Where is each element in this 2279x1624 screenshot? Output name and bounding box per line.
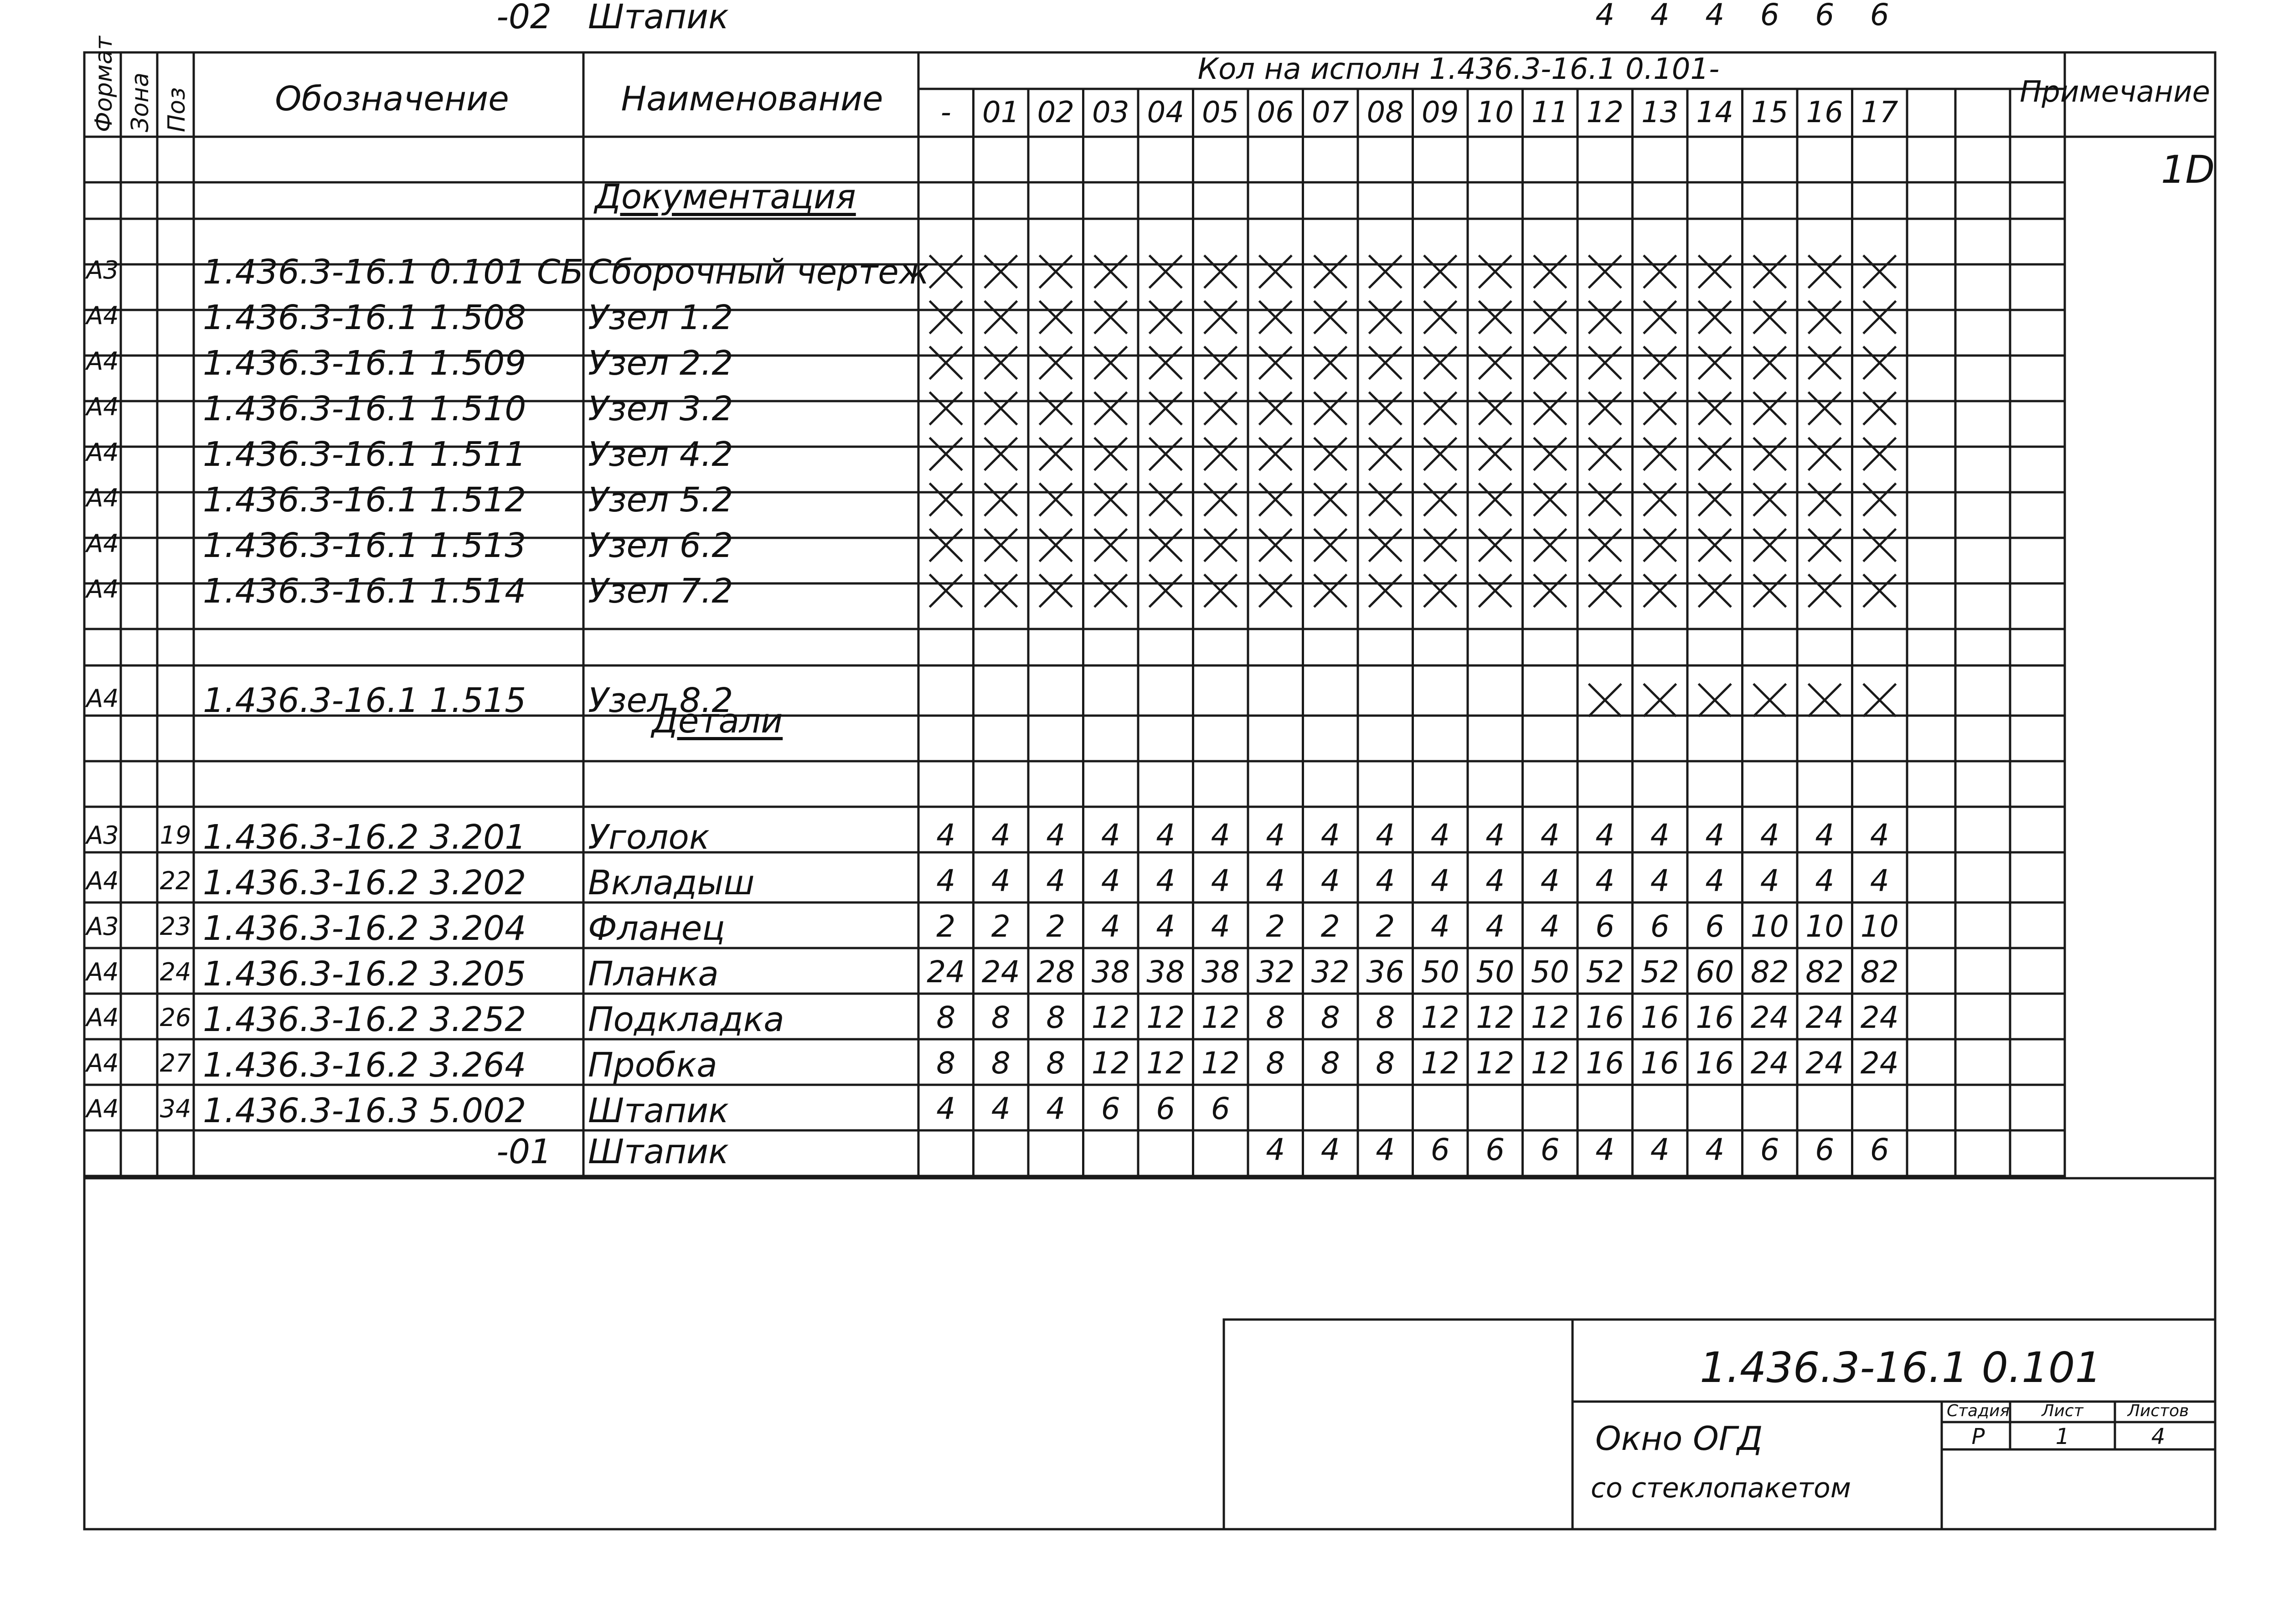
qty-cell: 4 (1101, 909, 1120, 944)
qty-cell: 12 (1531, 1000, 1569, 1035)
variant-col-16: 16 (1806, 96, 1843, 129)
qty-cell: 8 (936, 1000, 956, 1035)
qty-cell: 32 (1256, 954, 1295, 990)
qty-cell: 4 (1266, 863, 1285, 898)
name-cell: Штапик (588, 1091, 729, 1130)
qty-cell: 4 (1540, 818, 1560, 853)
sheet-label: Лист (2042, 1402, 2083, 1420)
format-cell: A4 (86, 684, 119, 713)
qty-cell: 12 (1146, 1000, 1185, 1035)
qty-cell: 24 (1750, 1000, 1789, 1035)
pos-cell: 27 (160, 1049, 191, 1078)
designation-cell: 1.436.3-16.2 3.205 (203, 954, 526, 994)
qty-cell: 82 (1750, 954, 1789, 990)
designation-cell: 1.436.3-16.2 3.201 (203, 818, 526, 857)
qty-cell: 24 (1860, 1046, 1899, 1081)
qty-cell: 8 (1320, 1000, 1340, 1035)
format-cell: A4 (86, 1003, 119, 1032)
title-line1: Окно ОГД (1595, 1419, 1763, 1458)
qty-cell: 24 (1860, 1000, 1899, 1035)
qty-cell: 6 (1815, 1132, 1835, 1167)
qty-cell: 4 (1485, 863, 1505, 898)
format-cell: A3 (86, 821, 119, 850)
qty-cell: 24 (1750, 1046, 1789, 1081)
designation-cell: 1.436.3-16.2 3.204 (203, 909, 526, 948)
section-heading: Документация (595, 177, 856, 217)
qty-cell: 4 (1101, 863, 1120, 898)
qty-cell: 4 (936, 818, 956, 853)
qty-cell: 4 (1430, 909, 1450, 944)
format-cell: A4 (86, 484, 119, 512)
qty-cell: 6 (1485, 1132, 1505, 1167)
name-cell: Узел 8.2 (588, 681, 733, 720)
qty-cell: 12 (1091, 1046, 1130, 1081)
name-cell: Штапик (588, 0, 729, 36)
qty-cell: 4 (1815, 863, 1835, 898)
qty-cell: 52 (1640, 954, 1679, 990)
name-cell: Планка (588, 954, 719, 994)
qty-cell: 24 (1805, 1046, 1844, 1081)
qty-cell: 10 (1805, 909, 1844, 944)
qty-cell: 36 (1366, 954, 1405, 990)
zone-header: Зона (127, 72, 154, 132)
name-cell: Пробка (588, 1046, 717, 1085)
qty-cell: 4 (1595, 818, 1615, 853)
format-cell: A4 (86, 575, 119, 603)
designation-cell: 1.436.3-16.1 1.508 (203, 298, 526, 337)
designation-cell: 1.436.3-16.1 0.101 СБ (203, 253, 584, 292)
qty-cell: 8 (1046, 1046, 1066, 1081)
qty-cell: 16 (1640, 1000, 1679, 1035)
qty-cell: 4 (1650, 0, 1670, 32)
name-cell: Узел 1.2 (588, 298, 733, 337)
qty-cell: 12 (1146, 1046, 1185, 1081)
qty-cell: 38 (1146, 954, 1185, 990)
qty-cell: 4 (1650, 1132, 1670, 1167)
qty-cell: 60 (1696, 954, 1734, 990)
qty-cell: 38 (1201, 954, 1240, 990)
qty-cell: 32 (1311, 954, 1350, 990)
sheets-label: Листов (2127, 1402, 2189, 1420)
qty-cell: 28 (1036, 954, 1075, 990)
qty-cell: 4 (1705, 818, 1725, 853)
format-cell: A4 (86, 958, 119, 986)
variant-col-07: 07 (1312, 96, 1349, 129)
qty-cell: 4 (1046, 818, 1066, 853)
qty-cell: 8 (991, 1000, 1011, 1035)
qty-cell: 8 (1376, 1046, 1395, 1081)
qty-cell: 6 (1870, 0, 1889, 32)
qty-cell: 4 (991, 818, 1011, 853)
qty-cell: 4 (1320, 818, 1340, 853)
qty-cell: 52 (1586, 954, 1624, 990)
qty-cell: 82 (1805, 954, 1844, 990)
qty-cell: 6 (1705, 909, 1725, 944)
qty-cell: 6 (1101, 1091, 1120, 1126)
qty-cell: 38 (1091, 954, 1130, 990)
qty-cell: 50 (1421, 954, 1459, 990)
qty-cell: 4 (1266, 1132, 1285, 1167)
sheets-value: 4 (2151, 1424, 2166, 1449)
title-line2: со стеклопакетом (1591, 1472, 1851, 1504)
qty-cell: 4 (1595, 1132, 1615, 1167)
qty-cell: 4 (936, 1091, 956, 1126)
format-cell: A4 (86, 529, 119, 558)
variant-col-10: 10 (1476, 96, 1514, 129)
qty-cell: 8 (1376, 1000, 1395, 1035)
qty-cell: 4 (1376, 863, 1395, 898)
qty-cell: 8 (1266, 1046, 1285, 1081)
qty-cell: 16 (1696, 1000, 1734, 1035)
qty-cell: 16 (1586, 1000, 1624, 1035)
qty-cell: 8 (936, 1046, 956, 1081)
qty-cell: 4 (1046, 863, 1066, 898)
qty-cell: 2 (1266, 909, 1285, 944)
qty-cell: 4 (1540, 863, 1560, 898)
variants-header: Кол на исполн 1.436.3-16.1 0.101- (1197, 52, 1720, 86)
qty-cell: 4 (1870, 818, 1889, 853)
name-header: Наименование (621, 79, 883, 119)
qty-cell: 6 (1815, 0, 1835, 32)
format-cell: A3 (86, 912, 119, 941)
qty-cell: 4 (1705, 863, 1725, 898)
designation-cell: 1.436.3-16.1 1.511 (203, 435, 526, 474)
format-cell: A4 (86, 1049, 119, 1078)
qty-cell: 8 (1320, 1046, 1340, 1081)
designation-cell: 1.436.3-16.2 3.202 (203, 863, 526, 902)
variant-col-05: 05 (1202, 96, 1239, 129)
qty-cell: 24 (981, 954, 1020, 990)
qty-cell: 8 (1266, 1000, 1285, 1035)
qty-cell: 8 (991, 1046, 1011, 1081)
format-cell: A4 (86, 301, 119, 330)
format-cell: A4 (86, 347, 119, 376)
qty-cell: 24 (1805, 1000, 1844, 1035)
variant-col-02: 02 (1037, 96, 1074, 129)
qty-cell: 12 (1201, 1000, 1240, 1035)
section-heading: Детали (652, 701, 783, 741)
qty-cell: 4 (1101, 818, 1120, 853)
name-cell: Вкладыш (588, 863, 755, 902)
designation-header: Обозначение (275, 79, 509, 119)
name-cell: Штапик (588, 1132, 729, 1171)
qty-cell: 4 (1211, 863, 1230, 898)
designation-cell: 1.436.3-16.3 5.002 (203, 1091, 526, 1130)
format-cell: A4 (86, 1094, 119, 1123)
designation-cell: -01 (496, 1132, 552, 1171)
format-cell: A4 (86, 392, 119, 421)
designation-cell: 1.436.3-16.2 3.264 (203, 1046, 526, 1085)
qty-cell: 6 (1211, 1091, 1230, 1126)
qty-cell: 12 (1091, 1000, 1130, 1035)
variant-col-base: - (940, 96, 951, 129)
qty-cell: 12 (1421, 1000, 1459, 1035)
name-cell: Сборочный чертеж (588, 253, 929, 292)
qty-cell: 4 (1320, 863, 1340, 898)
variant-col-04: 04 (1147, 96, 1184, 129)
variant-col-06: 06 (1257, 96, 1294, 129)
qty-cell: 4 (1705, 1132, 1725, 1167)
qty-cell: 4 (1650, 863, 1670, 898)
note-mark: 1D (2160, 147, 2215, 192)
name-cell: Узел 2.2 (588, 344, 733, 383)
name-cell: Узел 3.2 (588, 389, 733, 428)
variant-col-17: 17 (1861, 96, 1898, 129)
qty-cell: 2 (936, 909, 956, 944)
name-cell: Узел 5.2 (588, 480, 733, 520)
format-cell: A3 (86, 256, 119, 284)
qty-cell: 4 (1156, 863, 1176, 898)
qty-cell: 4 (1211, 909, 1230, 944)
designation-cell: 1.436.3-16.2 3.252 (203, 1000, 526, 1039)
qty-cell: 50 (1476, 954, 1515, 990)
qty-cell: 4 (1870, 863, 1889, 898)
pos-cell: 24 (160, 958, 191, 986)
pos-cell: 23 (160, 912, 191, 941)
qty-cell: 4 (1430, 818, 1450, 853)
pos-cell: 22 (160, 866, 191, 895)
qty-cell: 4 (1650, 818, 1670, 853)
qty-cell: 6 (1760, 0, 1779, 32)
variant-col-13: 13 (1641, 96, 1679, 129)
qty-cell: 4 (991, 1091, 1011, 1126)
qty-cell: 4 (1760, 863, 1779, 898)
designation-cell: 1.436.3-16.1 1.515 (203, 681, 526, 720)
qty-cell: 4 (1156, 818, 1176, 853)
qty-cell: 6 (1870, 1132, 1889, 1167)
variant-col-09: 09 (1422, 96, 1459, 129)
qty-cell: 10 (1860, 909, 1899, 944)
qty-cell: 12 (1476, 1000, 1515, 1035)
qty-cell: 50 (1531, 954, 1569, 990)
designation-cell: 1.436.3-16.1 1.513 (203, 526, 526, 565)
qty-cell: 16 (1640, 1046, 1679, 1081)
qty-cell: 4 (1211, 818, 1230, 853)
qty-cell: 6 (1650, 909, 1670, 944)
qty-cell: 4 (1815, 818, 1835, 853)
qty-cell: 2 (1376, 909, 1395, 944)
pos-cell: 26 (160, 1003, 191, 1032)
name-cell: Уголок (588, 818, 710, 857)
qty-cell: 12 (1476, 1046, 1515, 1081)
qty-cell: 4 (1595, 863, 1615, 898)
qty-cell: 6 (1430, 1132, 1450, 1167)
qty-cell: 16 (1696, 1046, 1734, 1081)
qty-cell: 6 (1760, 1132, 1779, 1167)
qty-cell: 6 (1156, 1091, 1176, 1126)
format-header: Формат (90, 36, 118, 132)
qty-cell: 6 (1540, 1132, 1560, 1167)
qty-cell: 12 (1531, 1046, 1569, 1081)
designation-cell: 1.436.3-16.1 1.509 (203, 344, 526, 383)
name-cell: Фланец (588, 909, 725, 948)
pos-cell: 34 (160, 1094, 191, 1123)
stage-label: Стадия (1946, 1402, 2010, 1420)
qty-cell: 4 (936, 863, 956, 898)
qty-cell: 4 (1266, 818, 1285, 853)
sheet-value: 1 (2055, 1424, 2070, 1449)
name-cell: Узел 6.2 (588, 526, 733, 565)
variant-col-12: 12 (1586, 96, 1624, 129)
qty-cell: 8 (1046, 1000, 1066, 1035)
qty-cell: 4 (1540, 909, 1560, 944)
qty-cell: 16 (1586, 1046, 1624, 1081)
pos-cell: 19 (160, 821, 191, 850)
qty-cell: 4 (1760, 818, 1779, 853)
format-cell: A4 (86, 866, 119, 895)
qty-cell: 6 (1595, 909, 1615, 944)
name-cell: Узел 4.2 (588, 435, 733, 474)
name-cell: Узел 7.2 (588, 572, 733, 611)
qty-cell: 4 (1485, 909, 1505, 944)
stage-value: Р (1971, 1424, 1985, 1449)
qty-cell: 4 (1705, 0, 1725, 32)
qty-cell: 4 (1430, 863, 1450, 898)
qty-cell: 4 (1485, 818, 1505, 853)
designation-cell: 1.436.3-16.1 1.514 (203, 572, 526, 611)
variant-col-15: 15 (1751, 96, 1789, 129)
qty-cell: 4 (1320, 1132, 1340, 1167)
qty-cell: 4 (1156, 909, 1176, 944)
variant-col-03: 03 (1092, 96, 1129, 129)
pos-header: Поз (163, 87, 191, 132)
qty-cell: 12 (1201, 1046, 1240, 1081)
qty-cell: 4 (1376, 818, 1395, 853)
qty-cell: 24 (927, 954, 965, 990)
qty-cell: 4 (1376, 1132, 1395, 1167)
qty-cell: 2 (991, 909, 1011, 944)
doc-number: 1.436.3-16.1 0.101 (1700, 1343, 2102, 1392)
qty-cell: 4 (1046, 1091, 1066, 1126)
designation-cell: 1.436.3-16.1 1.512 (203, 480, 526, 520)
qty-cell: 12 (1421, 1046, 1459, 1081)
variant-col-14: 14 (1696, 96, 1733, 129)
name-cell: Подкладка (588, 1000, 784, 1039)
qty-cell: 4 (991, 863, 1011, 898)
note-header: Примечание (2020, 75, 2210, 109)
variant-col-08: 08 (1366, 96, 1404, 129)
qty-cell: 2 (1046, 909, 1066, 944)
variant-col-01: 01 (982, 96, 1020, 129)
designation-cell: 1.436.3-16.1 1.510 (203, 389, 526, 428)
variant-col-11: 11 (1531, 96, 1569, 129)
qty-cell: 4 (1595, 0, 1615, 32)
designation-cell: -02 (496, 0, 552, 36)
qty-cell: 10 (1750, 909, 1789, 944)
qty-cell: 82 (1860, 954, 1899, 990)
qty-cell: 2 (1320, 909, 1340, 944)
format-cell: A4 (86, 438, 119, 467)
